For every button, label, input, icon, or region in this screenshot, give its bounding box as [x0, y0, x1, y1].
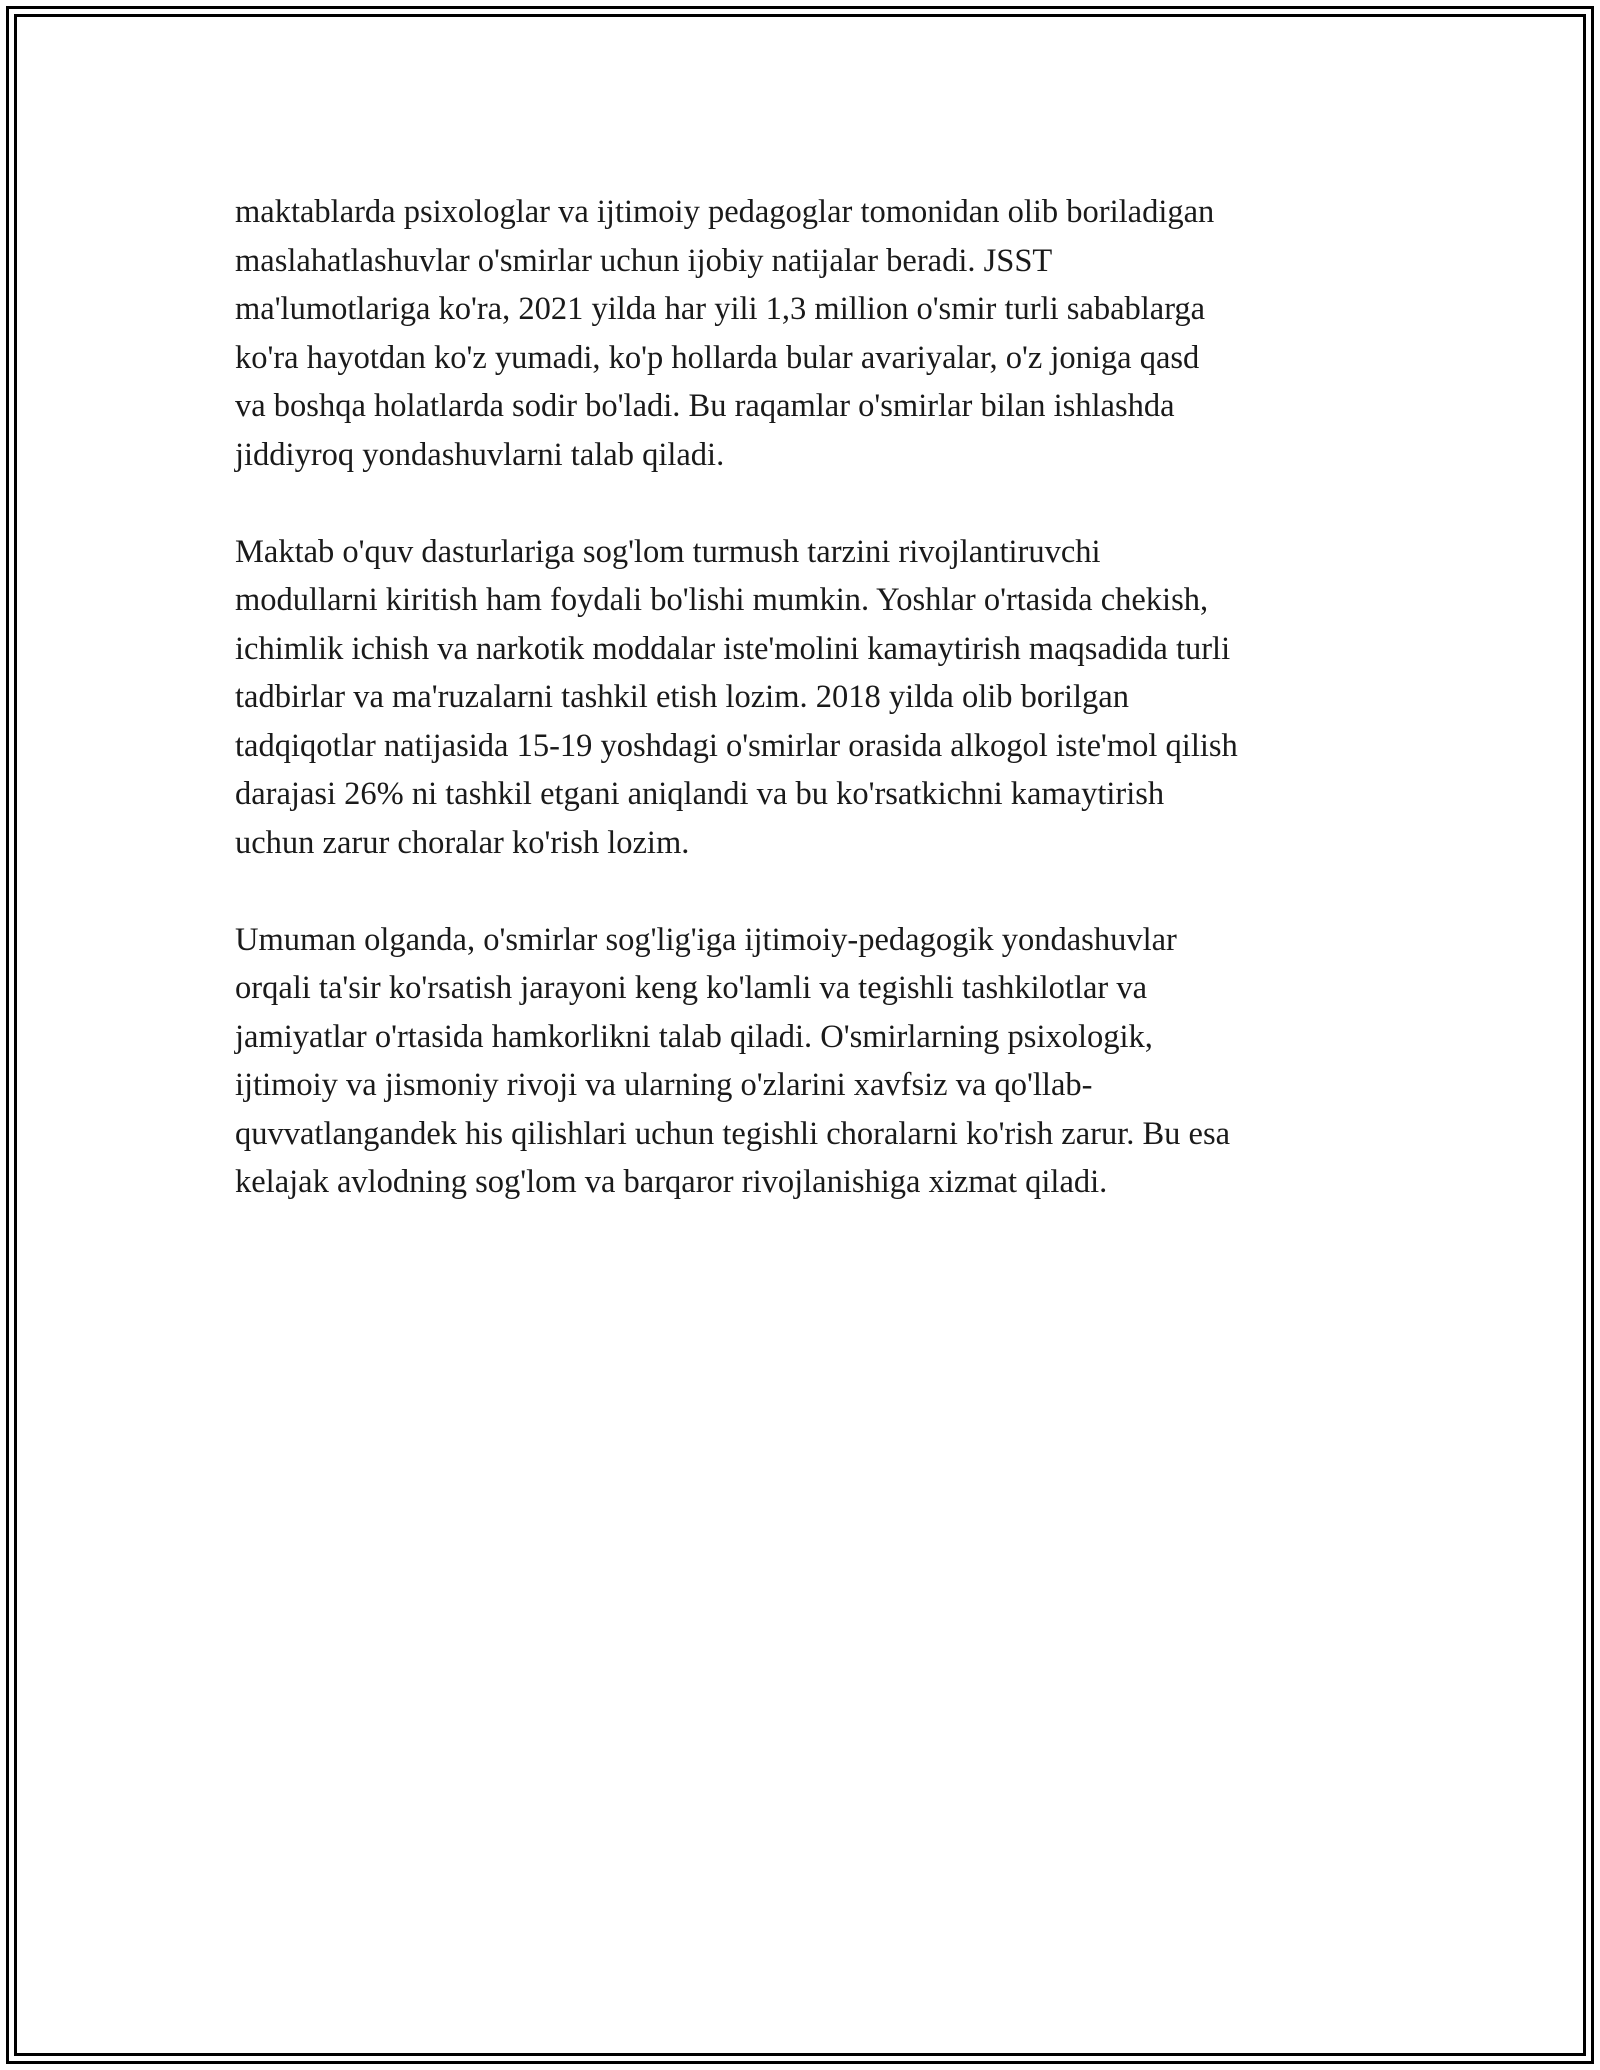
text-line: Maktab o'quv dasturlariga sog'lom turmush tarzini rivojlantiruvchi [235, 533, 1101, 570]
paragraph-1 [235, 188, 1385, 479]
text-line: tadqiqotlar natijasida 15-19 yoshdagi o'smirlar orasida alkogol iste'mol qilish [235, 727, 1238, 764]
text-line: maslahatlashuvlar o'smirlar uchun ijobiy natijalar beradi. JSST [235, 242, 1053, 279]
text-line: uchun zarur choralar ko'rish lozim. [235, 824, 690, 861]
text-line: modullarni kiritish ham foydali bo'lishi mumkin. Yoshlar o'rtasida chekish, [235, 582, 1209, 618]
text-line: darajasi 26% ni tashkil etgani aniqlandi va bu ko'rsatkichni kamaytirish [235, 776, 1165, 812]
text-line: va boshqa holatlarda sodir bo'ladi. Bu raqamlar o'smirlar bilan ishlashda [235, 388, 1175, 424]
text-line: orqali ta'sir ko'rsatish jarayoni keng ko'lamli va tegishli tashkilotlar va [235, 970, 1148, 1006]
document-body [235, 188, 1385, 1255]
text-line: jiddiyroq yondashuvlarni talab qiladi. [235, 436, 725, 473]
text-line: jamiyatlar o'rtasida hamkorlikni talab qiladi. O'smirlarning psixologik, [235, 1018, 1153, 1055]
text-line: Umuman olganda, o'smirlar sog'lig'iga ijtimoiy-pedagogik yondashuvlar [235, 921, 1177, 958]
text-line: ma'lumotlariga ko'ra, 2021 yilda har yili 1,3 million o'smir turli sabablarga [235, 291, 1206, 327]
paragraph-3 [235, 916, 1385, 1207]
text-line: ichimlik ichish va narkotik moddalar iste'molini kamaytirish maqsadida turli [235, 630, 1231, 667]
text-line: ijtimoiy va jismoniy rivoji va ularning o'zlarini xavfsiz va qo'llab- [235, 1067, 1093, 1103]
text-line: ko'ra hayotdan ko'z yumadi, ko'p hollarda bular avariyalar, o'z joniga qasd [235, 339, 1200, 376]
text-line: maktablarda psixologlar va ijtimoiy pedagoglar tomonidan olib boriladigan [235, 194, 1215, 230]
text-line: tadbirlar va ma'ruzalarni tashkil etish lozim. 2018 yilda olib borilgan [235, 679, 1129, 715]
paragraph-2 [235, 528, 1385, 868]
text-line: quvvatlangandek his qilishlari uchun tegishli choralarni ko'rish zarur. Bu esa [235, 1115, 1231, 1152]
text-line: kelajak avlodning sog'lom va barqaror rivojlanishiga xizmat qiladi. [235, 1164, 1108, 1200]
